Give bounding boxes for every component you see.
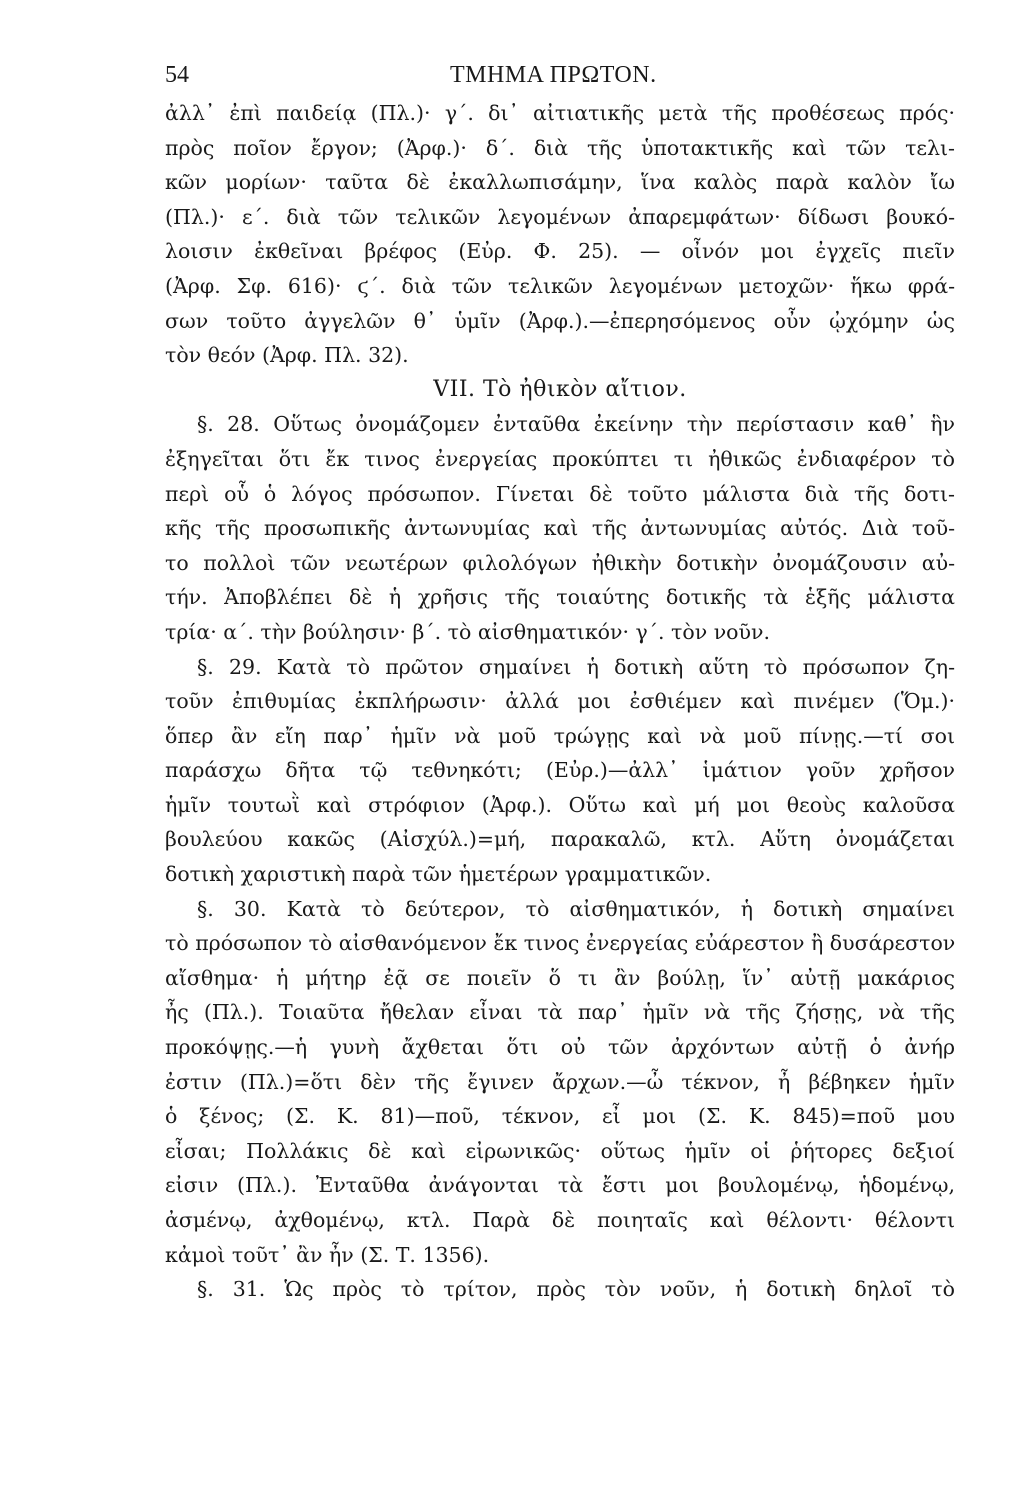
text-line: πρὸς ποῖον ἔργον; (Ἀρφ.)· δ΄. διὰ τῆς ὑποτακτικῆς καὶ τῶν τελι-	[165, 135, 955, 160]
text-line: το πολλοὶ τῶν νεωτέρων φιλολόγων ἠθικὴν δοτικὴν ὀνομάζουσιν αὐ-	[165, 550, 955, 575]
text-line: τήν. Ἀποβλέπει δὲ ἡ χρῆσις τῆς τοιαύτης δοτικῆς τὰ ἑξῆς μάλιστα	[165, 585, 955, 610]
text-line: παράσχω δῆτα τῷ τεθνηκότι; (Εὐρ.)—ἀλλ᾽ ἱμάτιον γοῦν χρῆσον	[165, 758, 955, 783]
text-line: τὸ πρόσωπον τὸ αἰσθανόμενον ἔκ τινος ἐνεργείας εὐάρεστον ἢ δυσάρεστον	[165, 931, 955, 956]
running-title: ΤΜΗΜΑ ΠΡΩΤΟΝ.	[450, 62, 657, 88]
text-line: αἴσθημα· ἡ μήτηρ ἐᾷ σε ποιεῖν ὅ τι ἂν βούλῃ, ἵν᾽ αὐτῇ μακάριος	[165, 965, 955, 990]
text-line: λοισιν ἐκθεῖναι βρέφος (Εὐρ. Φ. 25). — οἶνόν μοι ἐγχεῖς πιεῖν	[165, 239, 955, 264]
text-line: προκόψῃς.—ἡ γυνὴ ἄχθεται ὅτι οὐ τῶν ἀρχόντων αὐτῇ ὁ ἀνήρ	[165, 1035, 955, 1060]
text-line: δοτικὴ χαριστικὴ παρὰ τῶν ἡμετέρων γραμματικῶν.	[165, 862, 712, 887]
text-line: ἐξηγεῖται ὅτι ἔκ τινος ἐνεργείας προκύπτει τι ἠθικῶς ἐνδιαφέρον τὸ	[165, 446, 955, 471]
text-line: σων τοῦτο ἀγγελῶν θ᾽ ὑμῖν (Ἀρφ.).—ἐπερησόμενος οὖν ᾠχόμην ὡς	[165, 308, 955, 333]
paragraph-start-29: §. 29. Κατὰ τὸ πρῶτον σημαίνει ἡ δοτικὴ αὕτη τὸ πρόσωπον ζη-	[197, 654, 955, 679]
text-line: τρία· α΄. τὴν βούλησιν· β΄. τὸ αἰσθηματικόν· γ΄. τὸν νοῦν.	[165, 619, 770, 644]
text-line: κἀμοὶ τοῦτ᾽ ἂν ἦν (Σ. Τ. 1356).	[165, 1242, 490, 1267]
text-line: τοῦν ἐπιθυμίας ἐκπλήρωσιν· ἀλλά μοι ἐσθιέμεν καὶ πινέμεν (Ὅμ.)·	[165, 689, 955, 714]
text-line: ἡμῖν τουτωῒ καὶ στρόφιον (Ἀρφ.). Οὕτω καὶ μή μοι θεοὺς καλοῦσα	[165, 792, 955, 817]
text-line: ἀλλ᾽ ἐπὶ παιδείᾳ (Πλ.)· γ΄. δι᾽ αἰτιατικῆς μετὰ τῆς προθέσεως πρός·	[165, 101, 955, 125]
text-line: ἦς (Πλ.). Τοιαῦτα ἤθελαν εἶναι τὰ παρ᾽ ἡμῖν νὰ τῆς ζήσῃς, νὰ τῆς	[165, 1000, 955, 1025]
text-line: (Ἀρφ. Σφ. 616)· ϛ΄. διὰ τῶν τελικῶν λεγομένων μετοχῶν· ἥκω φρά-	[165, 273, 955, 298]
text-line: τὸν θεόν (Ἀρφ. Πλ. 32).	[165, 343, 409, 368]
text-line: βουλεύου κακῶς (Αἰσχύλ.)=μή, παρακαλῶ, κτλ. Αὕτη ὀνομάζεται	[165, 827, 955, 852]
text-line: ἀσμένῳ, ἀχθομένῳ, κτλ. Παρὰ δὲ ποιηταῖς καὶ θέλοντι· θέλοντι	[165, 1208, 955, 1232]
paragraph-start-31: §. 31. Ὡς πρὸς τὸ τρίτον, πρὸς τὸν νοῦν, ἡ δοτικὴ δηλοῖ τὸ	[197, 1277, 955, 1302]
text-line: (Πλ.)· ε΄. διὰ τῶν τελικῶν λεγομένων ἀπαρεμφάτων· δίδωσι βουκό-	[165, 204, 955, 229]
text-line: εἶσαι; Πολλάκις δὲ καὶ εἰρωνικῶς· οὕτως ἡμῖν οἱ ῥήτορες δεξιοί	[165, 1138, 955, 1163]
section-heading: VII. Τὸ ἠθικὸν αἴτιον.	[433, 376, 687, 402]
text-line: περὶ οὗ ὁ λόγος πρόσωπον. Γίνεται δὲ τοῦτο μάλιστα διὰ τῆς δοτι-	[165, 481, 955, 506]
text-line: κῆς τῆς προσωπικῆς ἀντωνυμίας καὶ τῆς ἀντωνυμίας αὐτός. Διὰ τοῦ-	[165, 516, 955, 541]
running-head	[165, 62, 955, 96]
body-text	[165, 96, 955, 1307]
paragraph-start-28: §. 28. Οὕτως ὀνομάζομεν ἐνταῦθα ἐκείνην τὴν περίστασιν καθ᾽ ἣν	[197, 412, 955, 437]
text-line: εἰσιν (Πλ.). Ἐνταῦθα ἀνάγονται τὰ ἔστι μοι βουλομένῳ, ἡδομένῳ,	[165, 1173, 955, 1198]
paragraph-start-30: §. 30. Κατὰ τὸ δεύτερον, τὸ αἰσθηματικόν, ἡ δοτικὴ σημαίνει	[197, 896, 955, 921]
page-number: 54	[165, 62, 189, 88]
text-line: ὁ ξένος; (Σ. Κ. 81)—ποῦ, τέκνον, εἶ μοι (Σ. Κ. 845)=ποῦ μου	[165, 1104, 955, 1129]
text-line: ἐστιν (Πλ.)=ὅτι δὲν τῆς ἔγινεν ἄρχων.—ὦ τέκνον, ἦ βέβηκεν ἡμῖν	[165, 1069, 955, 1094]
text-line: κῶν μορίων· ταῦτα δὲ ἐκαλλωπισάμην, ἵνα καλὸς παρὰ καλὸν ἴω	[165, 170, 955, 195]
text-line: ὅπερ ἂν εἴη παρ᾽ ἡμῖν νὰ μοῦ τρώγῃς καὶ νὰ μοῦ πίνῃς.—τί σοι	[165, 723, 955, 748]
